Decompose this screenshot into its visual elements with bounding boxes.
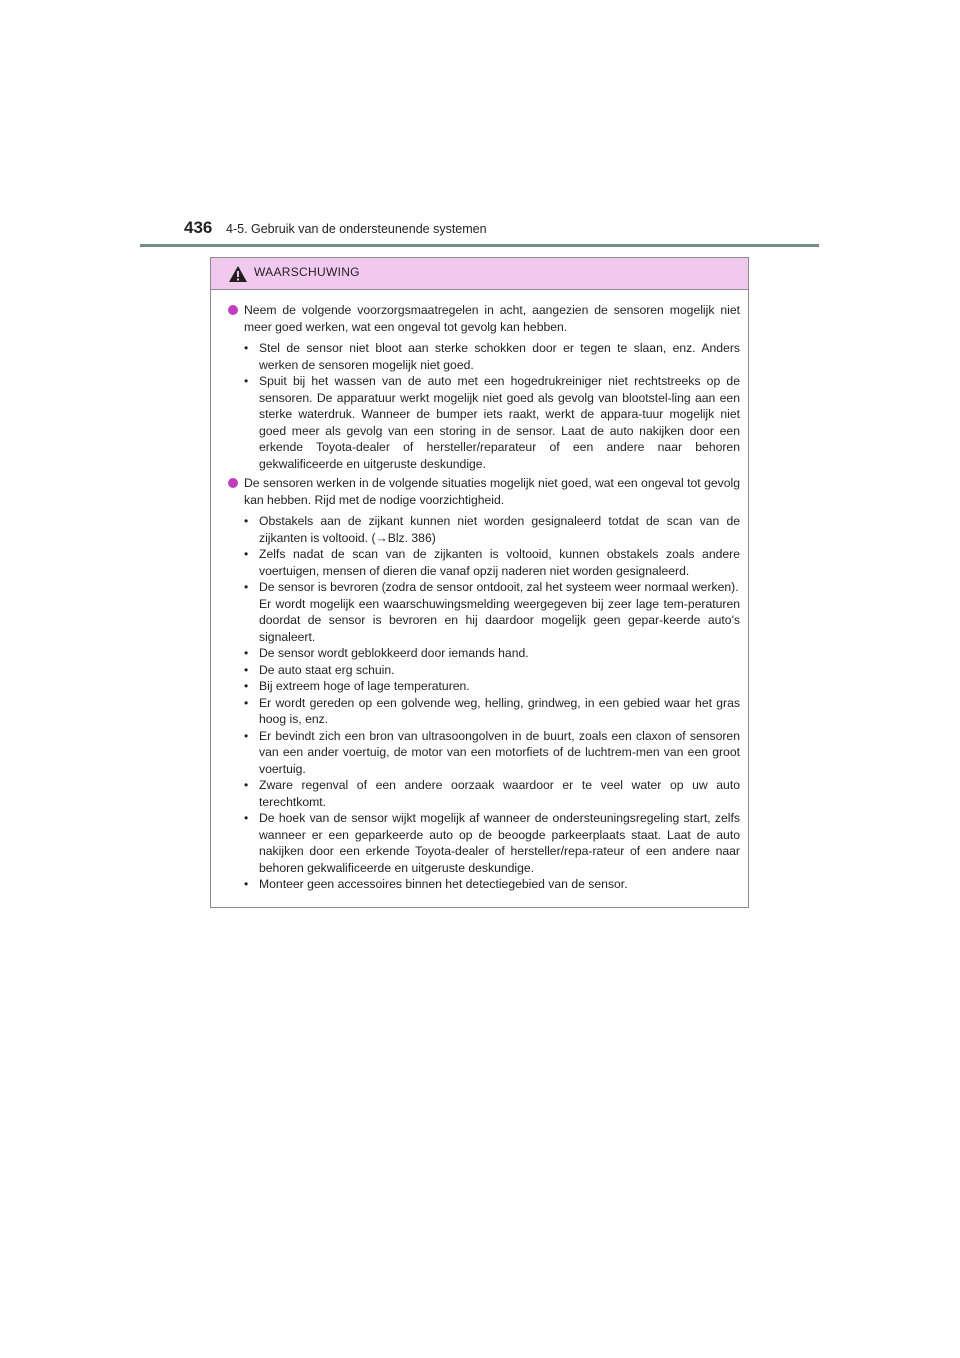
warning-box <box>210 257 749 908</box>
paragraph-text: De sensoren werken in de volgende situaties mogelijk niet goed, wat een ongeval tot gevolg kan hebben. Rijd met de nodige voorzichtigheid. <box>244 476 740 507</box>
list-item-text: De sensor wordt geblokkeerd door iemands hand. <box>259 646 529 660</box>
list-item: • De sensor is bevroren (zodra de sensor ontdooit, zal het systeem weer normaal werken). Er wordt mogelijk een waarschuwingsmelding weergegeven bij zeer lage tem-peraturen doordat de sensor is bevroren en hij daardoor mogelijk geen gepar-keerde auto's signaleert. <box>244 580 740 644</box>
list-item-text: Zware regenval of een andere oorzaak waardoor er te veel water op uw auto terechtkomt. <box>259 778 740 809</box>
frozen-note: Er wordt mogelijk een waarschuwingsmelding weergegeven bij zeer lage tem-peraturen doordat de sensor is bevroren en hij daardoor mogelijk geen gepar-keerde auto's signaleert. <box>259 596 740 644</box>
list-item: • Stel de sensor niet bloot aan sterke schokken door er tegen te slaan, enz. Anders werken de sensoren mogelijk niet goed. <box>244 341 740 372</box>
warning-body <box>211 302 748 896</box>
list-item: • De hoek van de sensor wijkt mogelijk af wanneer de ondersteuningsregeling start, zelfs wanneer er een geparkeerde auto op de beoogde parkeerplaats staat. Laat de auto nakijken door een erkende Toyota-dealer of hersteller/repa-rateur of een andere naar behoren gekwalificeerde en uitgeruste deskundige. <box>244 811 740 875</box>
situation-list <box>211 513 748 893</box>
precaution-list <box>211 340 748 472</box>
list-item: • Er bevindt zich een bron van ultrasoongolven in de buurt, zoals een claxon of sensoren van een ander voertuig, de motor van een motorfiets of de luchtrem-men van een groot voertuig. <box>244 728 740 776</box>
list-item-text: De auto staat erg schuin. <box>259 662 395 677</box>
list-item: • Bij extreem hoge of lage temperaturen. <box>244 679 470 693</box>
header-rule <box>140 244 819 247</box>
section-title: 4-5. Gebruik van de ondersteunende systemen <box>226 222 487 236</box>
list-item: • Er wordt gereden op een golvende weg, helling, grindweg, in een gebied waar het gras hoog is, enz. <box>244 695 740 726</box>
bullet-icon <box>228 305 238 315</box>
list-item-text: Er bevindt zich een bron van ultrasoongolven in de buurt, zoals een claxon of sensoren van een ander voertuig, de motor van een motorfiets of de luchtrem-men van een groot voertuig. <box>259 728 740 776</box>
list-item: • Obstakels aan de zijkant kunnen niet worden gesignaleerd totdat de scan van de zijkanten is voltooid. (→Blz. 386) <box>244 514 740 545</box>
list-item-text: Spuit bij het wassen van de auto met een hogedrukreiniger niet rechtstreeks op de sensoren. De apparatuur werkt mogelijk niet goed als gevolg van blootstel-ling aan een sterke waterdruk. Wanneer de bumper iets raakt, werkt de appara-tuur mogelijk niet goed meer als gevolg van een storing in de sensor. Laat de auto nakijken door een erkende Toyota-dealer of hersteller/reparateur of een andere naar behoren gekwalificeerde en uitgeruste deskundige. <box>259 374 740 471</box>
list-item-text: Bij extreem hoge of lage temperaturen. <box>259 679 470 693</box>
list-item: • Zware regenval of een andere oorzaak waardoor er te veel water op uw auto terechtkomt. <box>244 778 740 809</box>
bullet-icon <box>228 478 238 488</box>
list-item-text: De hoek van de sensor wijkt mogelijk af wanneer de ondersteuningsregeling start, zelfs wanneer er een geparkeerde auto op de beoogde parkeerplaats staat. Laat de auto nakijken door een erkende Toyota-dealer of hersteller/repa-rateur of een andere naar behoren gekwalificeerde en uitgeruste deskundige. <box>259 811 740 875</box>
list-item-text: De sensor is bevroren (zodra de sensor ontdooit, zal het systeem weer normaal werken). <box>259 580 739 594</box>
list-item: • Spuit bij het wassen van de auto met een hogedrukreiniger niet rechtstreeks op de sensoren. De apparatuur werkt mogelijk niet goed als gevolg van blootstel-ling aan een sterke waterdruk. Wanneer de bumper iets raakt, werkt de appara-tuur mogelijk niet goed meer als gevolg van een storing in de sensor. Laat de auto nakijken door een erkende Toyota-dealer of hersteller/reparateur of een andere naar behoren gekwalificeerde en uitgeruste deskundige. <box>244 374 740 471</box>
warning-triangle-icon <box>228 265 248 283</box>
list-item: • Zelfs nadat de scan van de zijkanten is voltooid, kunnen obstakels zoals andere voertuigen, mensen of dieren die vanaf opzij naderen niet worden gesignaleerd. <box>244 547 740 578</box>
list-item-text: Zelfs nadat de scan van de zijkanten is voltooid, kunnen obstakels zoals andere voertuigen, mensen of dieren die vanaf opzij naderen niet worden gesignaleerd. <box>259 547 740 578</box>
list-item-text: Monteer geen accessoires binnen het detectiegebied van de sensor. <box>259 877 628 891</box>
paragraph-text: Neem de volgende voorzorgsmaatregelen in acht, aangezien de sensoren mogelijk niet meer goed werken, wat een ongeval tot gevolg kan hebben. <box>244 303 740 334</box>
list-item: • Monteer geen accessoires binnen het detectiegebied van de sensor. <box>244 877 628 891</box>
warning-paragraph <box>211 475 748 508</box>
list-item: • De sensor wordt geblokkeerd door iemands hand. <box>244 646 529 660</box>
list-item-text: Er wordt gereden op een golvende weg, helling, grindweg, in een gebied waar het gras hoog is, enz. <box>259 695 740 726</box>
list-item-text: Stel de sensor niet bloot aan sterke schokken door er tegen te slaan, enz. Anders werken de sensoren mogelijk niet goed. <box>259 341 740 372</box>
warning-header <box>211 258 748 290</box>
warning-title: WAARSCHUWING <box>254 265 360 279</box>
page-number: 436 <box>184 218 213 237</box>
list-item: • De auto staat erg schuin. <box>244 662 395 677</box>
list-item-text: Obstakels aan de zijkant kunnen niet worden gesignaleerd totdat de scan van de zijkanten is voltooid. (→Blz. 386) <box>259 514 740 545</box>
warning-paragraph <box>211 302 748 335</box>
